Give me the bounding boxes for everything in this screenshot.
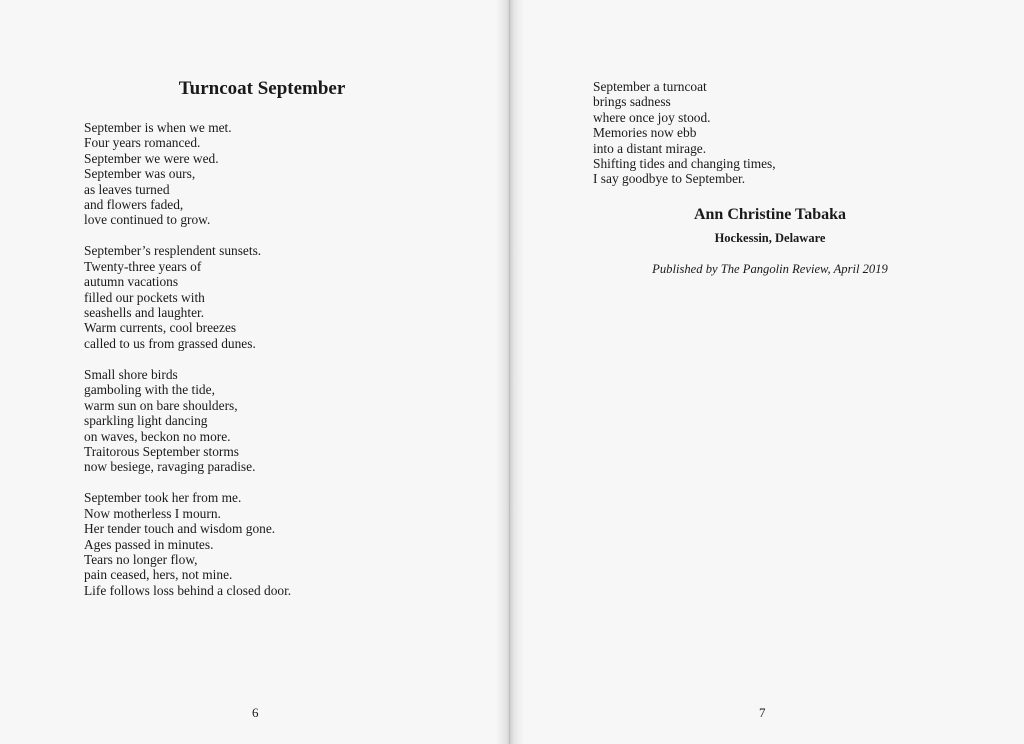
poem-line: Twenty-three years of <box>84 258 202 274</box>
poem-line: pain ceased, hers, not mine. <box>84 567 233 583</box>
poem-line: Ages passed in minutes. <box>84 536 214 552</box>
poem-right-body <box>593 79 993 202</box>
poem-line: September took her from me. <box>84 490 242 506</box>
page-number-right: 7 <box>759 705 766 720</box>
author-name: Ann Christine Tabaka <box>693 206 847 223</box>
poem-line: now besiege, ravaging paradise. <box>84 459 256 475</box>
poem-line: love continued to grow. <box>84 212 211 228</box>
stanza-1 <box>84 120 484 228</box>
poem-line: Her tender touch and wisdom gone. <box>84 521 276 537</box>
poem-line: gamboling with the tide, <box>84 382 215 398</box>
poem-line: as leaves turned <box>84 181 170 197</box>
poem-line: filled our pockets with <box>84 289 205 305</box>
poem-line: Memories now ebb <box>593 125 697 141</box>
stanza-4 <box>84 490 484 598</box>
gutter-fold-line <box>509 0 510 744</box>
poem-line: and flowers faded, <box>84 197 184 213</box>
author-location: Hockessin, Delaware <box>714 231 826 245</box>
poem-line: warm sun on bare shoulders, <box>84 397 238 413</box>
poem-line: September a turncoat <box>593 79 707 94</box>
poem-left-body <box>84 120 484 614</box>
poem-line: Small shore birds <box>84 366 178 382</box>
poem-line: on waves, beckon no more. <box>84 428 231 444</box>
publication-credit: Published by The Pangolin Review, April 2019 <box>652 262 888 276</box>
poem-line: September’s resplendent sunsets. <box>84 243 262 259</box>
poem-line: into a distant mirage. <box>593 140 707 156</box>
poem-line: where once joy stood. <box>593 109 711 125</box>
page-number-left: 6 <box>252 705 259 720</box>
poem-line: Warm currents, cool breezes <box>84 320 237 336</box>
poem-line: Now motherless I mourn. <box>84 505 221 521</box>
stanza-3 <box>84 367 484 475</box>
poem-line: Life follows loss behind a closed door. <box>84 582 292 598</box>
poem-line: September is when we met. <box>84 120 232 135</box>
author-block <box>620 206 920 277</box>
stanza-2 <box>84 243 484 351</box>
poem-line: September was ours, <box>84 166 196 182</box>
stanza-5 <box>593 79 993 187</box>
poem-line: called to us from grassed dunes. <box>84 335 256 351</box>
poem-line: autumn vacations <box>84 274 179 290</box>
poem-line: I say goodbye to September. <box>593 171 746 187</box>
poem-line: Shifting tides and changing times, <box>593 156 776 172</box>
poem-line: September we were wed. <box>84 150 219 166</box>
poem-line: Traitorous September storms <box>84 443 239 459</box>
poem-line: Tears no longer flow, <box>84 551 198 567</box>
poem-line: sparkling light dancing <box>84 413 208 429</box>
poem-line: brings sadness <box>593 94 671 110</box>
poem-line: seashells and laughter. <box>84 305 205 321</box>
poem-line: Four years romanced. <box>84 135 201 151</box>
poem-title: Turncoat September <box>178 78 346 99</box>
book-gutter <box>496 0 524 744</box>
